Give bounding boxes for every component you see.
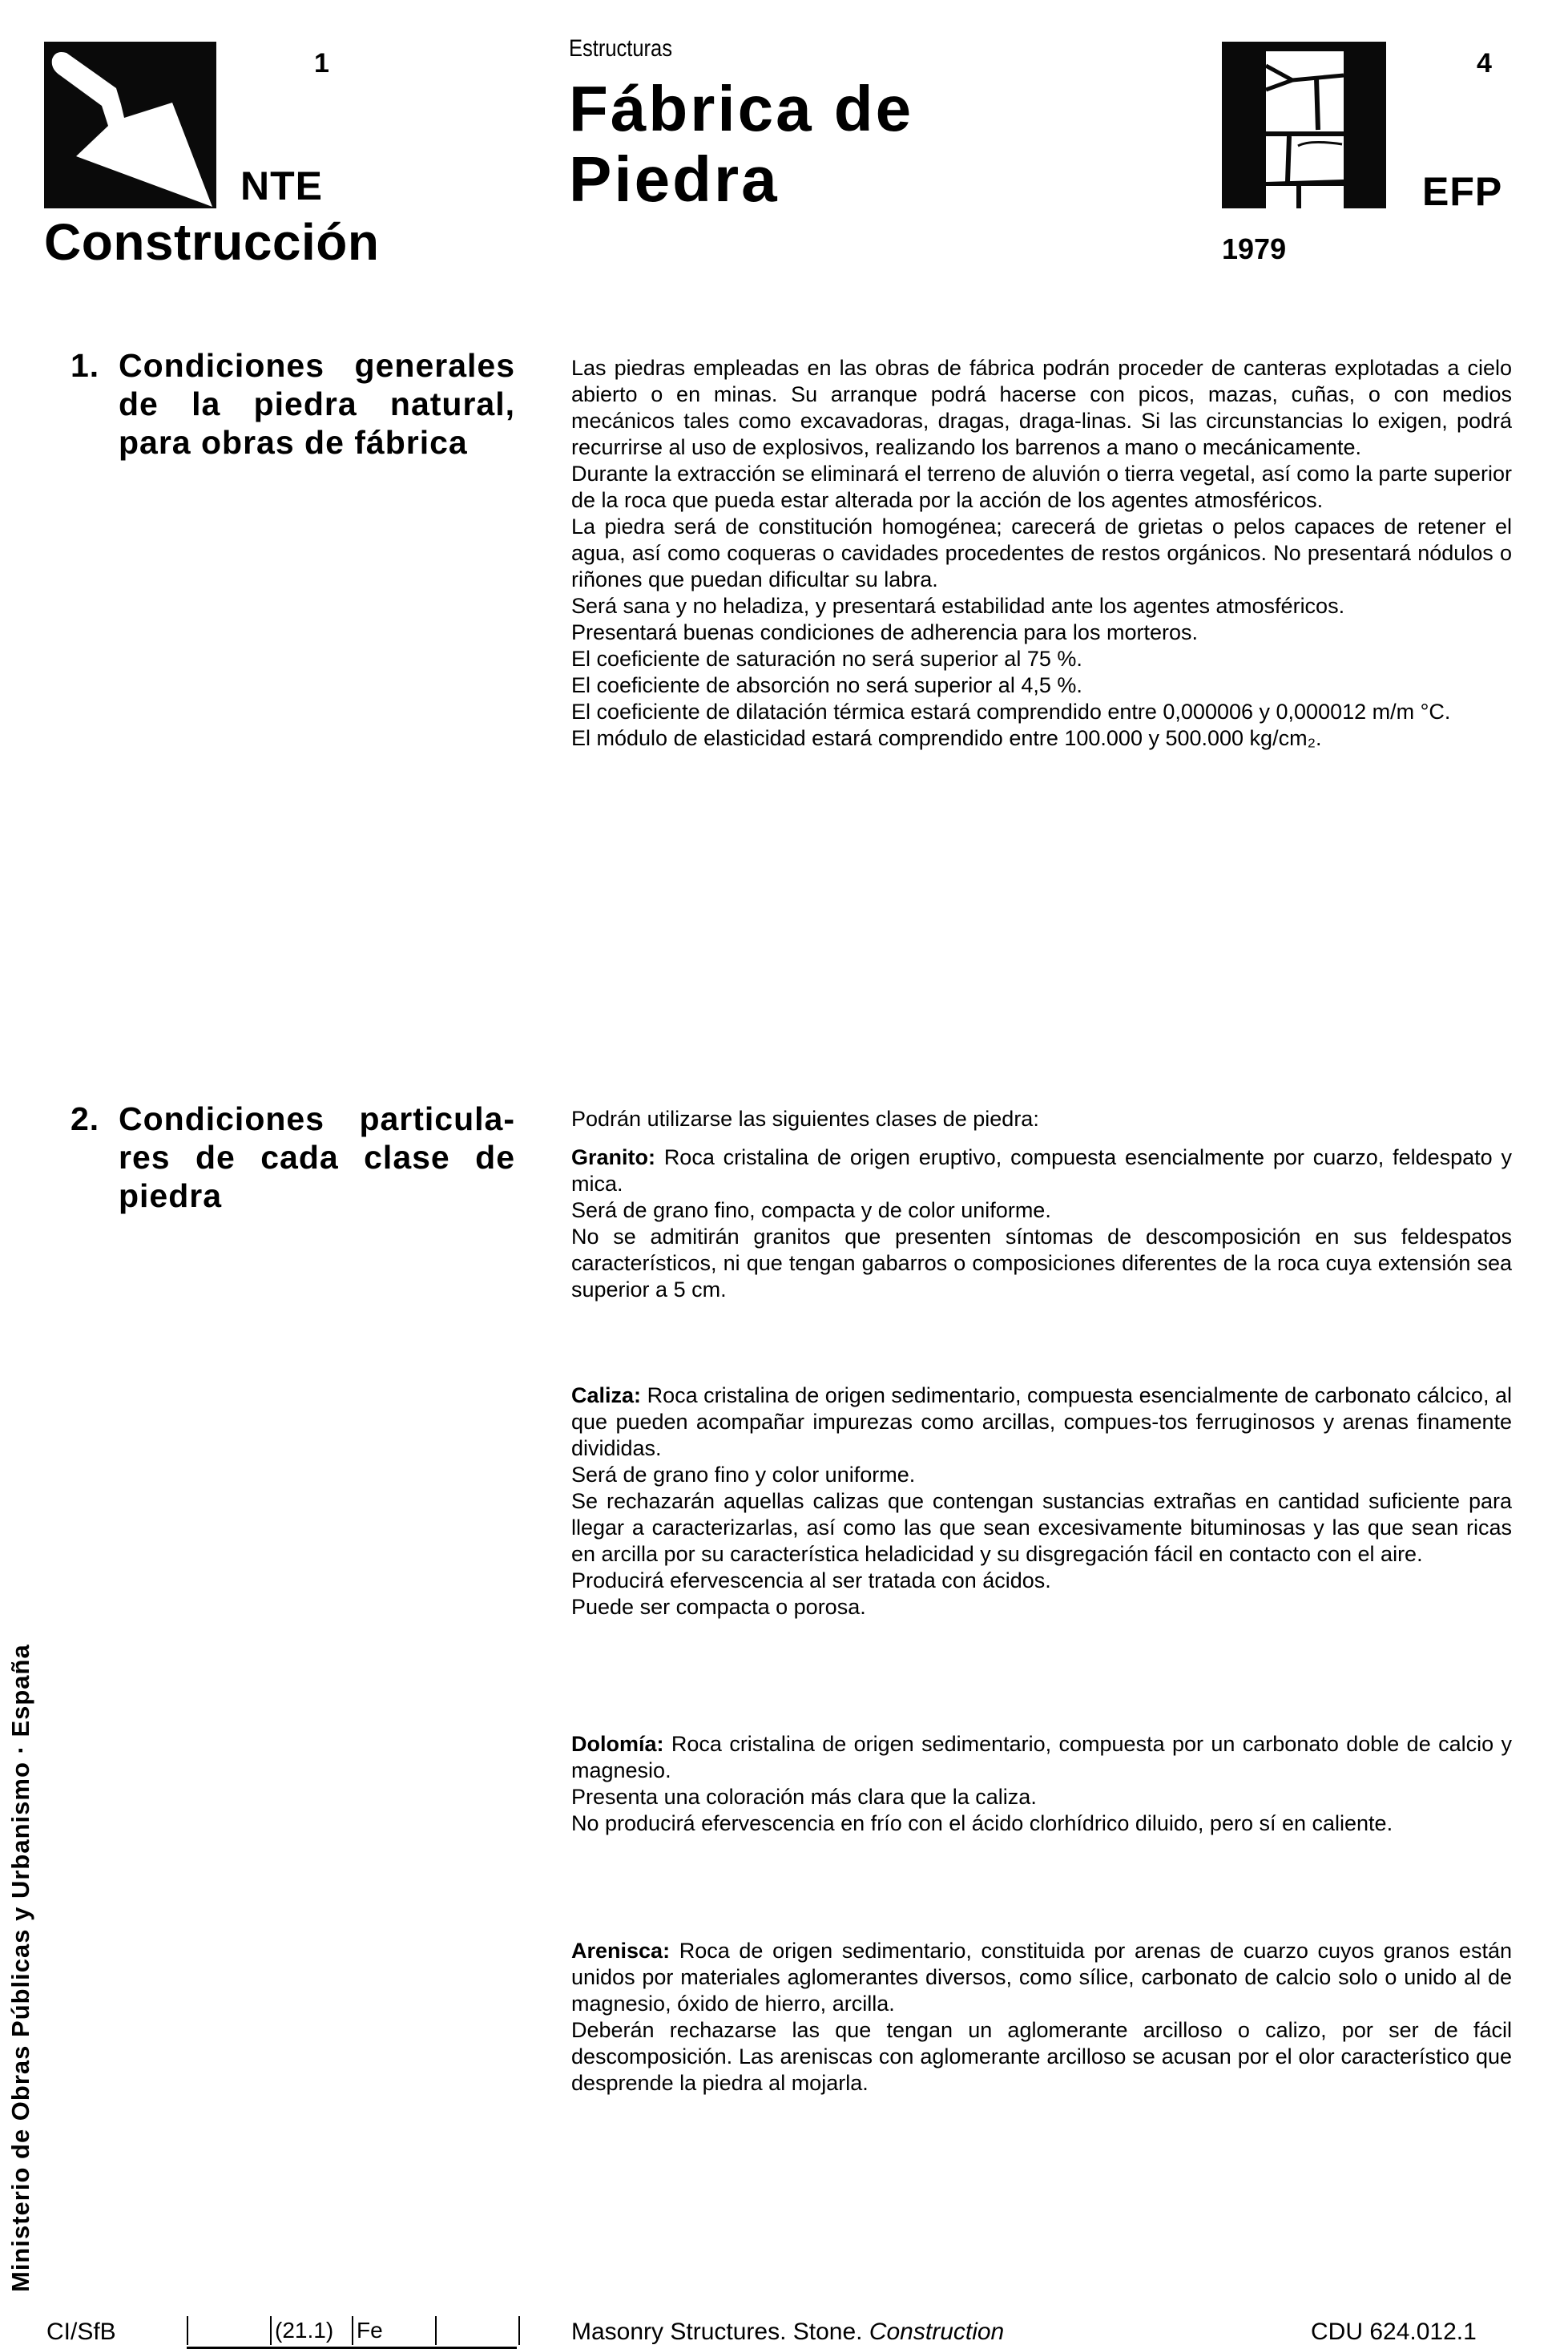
cisfb-cell-3: Fe bbox=[352, 2316, 437, 2345]
stone-caliza bbox=[571, 1382, 1512, 1620]
paragraph: Las piedras empleadas en las obras de fábrica podrán proceder de canteras explotadas a cielo abierto o en minas. Su arranque podrá hacerse con picos, mazas, cuñas, o con medios mecánicos tales como excavadoras, dragas, draga-linas. Si las circunstancias lo exigen, podrá recurrirse al uso de explosivos, realizando los barrenos a mano o mecánicamente. bbox=[571, 356, 1512, 459]
keywords-plain: Masonry Structures. Stone. bbox=[571, 2319, 869, 2345]
title-line-1: Fábrica de bbox=[569, 73, 914, 144]
cisfb-label: CI/SfB bbox=[46, 2319, 116, 2345]
section-1-title: Condiciones generales de la piedra natural, para obras de fábrica bbox=[119, 347, 515, 461]
paragraph: Presenta una coloración más clara que la caliza. bbox=[571, 1785, 1037, 1809]
paragraph: Se rechazarán aquellas calizas que contengan sustancias extrañas en cantidad suficiente para llegar a caracterizarlas, así como las que sean excesivamente bituminosas y las que sean ricas en arcilla por su característica heladicidad y su disgregación fácil en contacto con el aire. bbox=[571, 1489, 1512, 1566]
intro-text: Podrán utilizarse las siguientes clases de piedra: bbox=[571, 1107, 1039, 1131]
stone-description: Roca cristalina de origen sedimentario, compuesta por un carbonato doble de calcio y magnesio. bbox=[571, 1732, 1512, 1782]
cisfb-cell-2: (21.1) bbox=[270, 2316, 353, 2345]
nte-code: NTE bbox=[240, 163, 323, 208]
cisfb-classification-box bbox=[187, 2316, 517, 2349]
paragraph bbox=[571, 1144, 1512, 1197]
page-title bbox=[569, 74, 913, 215]
paragraph: El coeficiente de dilatación térmica estará comprendido entre 0,000006 y 0,000012 m/m °C. bbox=[571, 700, 1451, 724]
stone-wall-icon bbox=[1222, 42, 1386, 208]
paragraph bbox=[571, 1731, 1512, 1784]
cisfb-cell-1 bbox=[187, 2316, 272, 2345]
paragraph: Presentará buenas condiciones de adherencia para los morteros. bbox=[571, 620, 1198, 644]
stone-name: Caliza: bbox=[571, 1383, 642, 1407]
construccion-label: Construcción bbox=[44, 213, 380, 271]
left-page-number: 1 bbox=[314, 48, 329, 79]
right-page-number: 4 bbox=[1477, 48, 1492, 79]
paragraph: Durante la extracción se eliminará el terreno de aluvión o tierra vegetal, así como la parte superior de la roca que pueda estar alterada por la acción de los agentes atmosféricos. bbox=[571, 462, 1512, 512]
keywords-italic: Construction bbox=[869, 2319, 1005, 2345]
paragraph: El coeficiente de absorción no será superior al 4,5 %. bbox=[571, 673, 1082, 697]
stone-arenisca bbox=[571, 1938, 1512, 2097]
cdu-code: CDU 624.012.1 bbox=[1311, 2319, 1477, 2345]
paragraph: Deberán rechazarse las que tengan un aglomerante arcilloso o calizo, por ser de fácil descomposición. Las areniscas con aglomerante arcilloso se acusan por el olor característico que desprende la piedra al mojarla. bbox=[571, 2018, 1512, 2095]
paragraph: No se admitirán granitos que presenten síntomas de descomposición en sus feldespatos característicos, ni que tengan gabarros o composiciones diferentes de la roca cuya extensión sea superior a 5 cm. bbox=[571, 1225, 1512, 1302]
cisfb-cell-4 bbox=[435, 2316, 520, 2345]
section-1-body bbox=[571, 355, 1512, 752]
section-2-number: 2. bbox=[71, 1100, 100, 1137]
stone-name: Arenisca: bbox=[571, 1939, 671, 1963]
paragraph: Producirá efervescencia al ser tratada con ácidos. bbox=[571, 1568, 1051, 1592]
title-line-2: Piedra bbox=[569, 143, 780, 215]
paragraph: El coeficiente de saturación no será superior al 75 %. bbox=[571, 647, 1082, 671]
paragraph: No producirá efervescencia en frío con el ácido clorhídrico diluido, pero sí en caliente. bbox=[571, 1811, 1393, 1835]
stone-dolomia bbox=[571, 1731, 1512, 1837]
stone-granito bbox=[571, 1144, 1512, 1303]
section-2-title: Condiciones particula-res de cada clase de piedra bbox=[119, 1100, 515, 1214]
stone-name: Granito: bbox=[571, 1145, 655, 1169]
paragraph: La piedra será de constitución homogénea; carecerá de grietas o pelos capaces de retener el agua, así como coqueras o cavidades procedentes de restos orgánicos. No presentará nódulos o riñones que puedan dificultar su labra. bbox=[571, 515, 1512, 591]
section-1-heading bbox=[71, 346, 515, 462]
paragraph: El módulo de elasticidad estará comprendido entre 100.000 y 500.000 kg/cm₂. bbox=[571, 726, 1322, 750]
stone-description: Roca de origen sedimentario, constituida por arenas de cuarzo cuyos granos están unidos por materiales aglomerantes diversos, como sílice, carbonato de calcio solo o unido al de magnesio, óxido de hierro, arcilla. bbox=[571, 1939, 1512, 2016]
paragraph bbox=[571, 1938, 1512, 2017]
section-1-number: 1. bbox=[71, 347, 100, 384]
efp-code: EFP bbox=[1422, 169, 1503, 214]
category-label: Estructuras bbox=[569, 35, 672, 62]
stone-description: Roca cristalina de origen eruptivo, compuesta esencialmente por cuarzo, feldespato y mica. bbox=[571, 1145, 1512, 1196]
ministry-vertical-label: Ministerio de Obras Públicas y Urbanismo · España bbox=[6, 1644, 34, 2292]
left-logo bbox=[44, 42, 216, 208]
right-logo bbox=[1222, 42, 1386, 208]
paragraph: Será sana y no heladiza, y presentará estabilidad ante los agentes atmosféricos. bbox=[571, 594, 1345, 618]
section-2-intro bbox=[571, 1106, 1512, 1132]
trowel-icon bbox=[44, 42, 216, 208]
paragraph: Será de grano fino y color uniforme. bbox=[571, 1463, 916, 1487]
paragraph: Puede ser compacta o porosa. bbox=[571, 1595, 866, 1619]
stone-description: Roca cristalina de origen sedimentario, compuesta esencialmente de carbonato cálcico, al que pueden acompañar impurezas como arcillas, compues-tos ferruginosos y arenas finamente divididas. bbox=[571, 1383, 1512, 1460]
paragraph bbox=[571, 1382, 1512, 1462]
section-2-heading bbox=[71, 1100, 515, 1215]
publication-year: 1979 bbox=[1222, 232, 1287, 265]
stone-name: Dolomía: bbox=[571, 1732, 664, 1756]
paragraph: Será de grano fino, compacta y de color uniforme. bbox=[571, 1198, 1051, 1222]
english-keywords bbox=[571, 2319, 1004, 2346]
